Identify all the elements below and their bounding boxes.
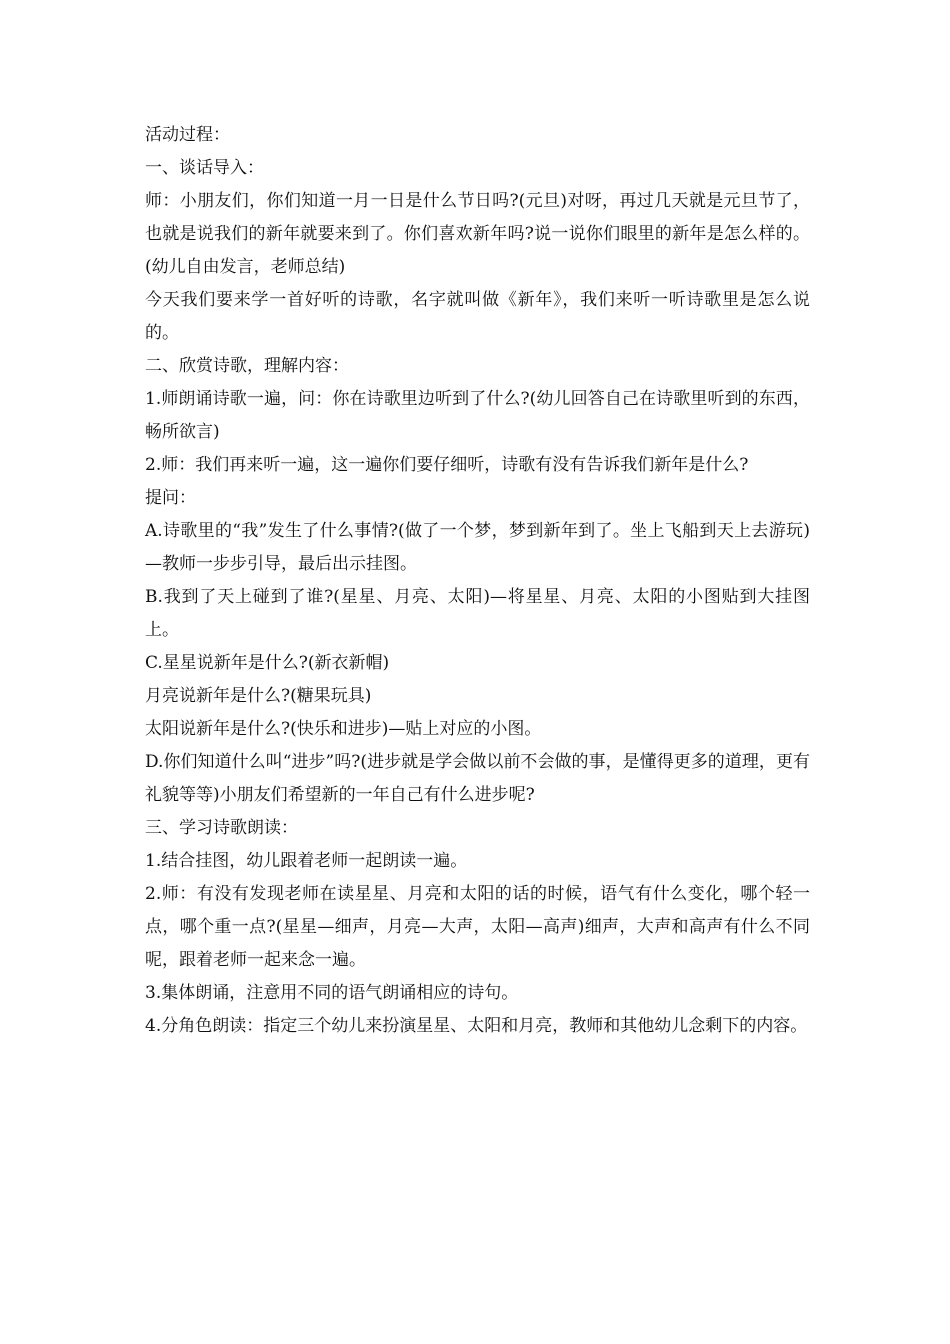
paragraph: A.诗歌里的“我”发生了什么事情?(做了一个梦，梦到新年到了。坐上飞船到天上去游玩)—教师一步步引导，最后出示挂图。 bbox=[145, 521, 810, 574]
paragraph: 3.集体朗诵，注意用不同的语气朗诵相应的诗句。 bbox=[145, 983, 519, 1003]
paragraph: 师：小朋友们，你们知道一月一日是什么节日吗?(元旦)对呀，再过几天就是元旦节了，也就是说我们的新年就要来到了。你们喜欢新年吗?说一说你们眼里的新年是怎么样的。(幼儿自由发言，老师总结) bbox=[145, 191, 810, 277]
paragraph: 提问： bbox=[145, 488, 196, 508]
section-heading-1: 一、谈话导入： bbox=[145, 158, 264, 178]
section-label-activity-process: 活动过程： bbox=[145, 125, 230, 145]
paragraph: 4.分角色朗读：指定三个幼儿来扮演星星、太阳和月亮，教师和其他幼儿念剩下的内容。 bbox=[145, 1016, 808, 1036]
paragraph: 今天我们要来学一首好听的诗歌，名字就叫做《新年》，我们来听一听诗歌里是怎么说的。 bbox=[145, 290, 810, 343]
paragraph: 1.师朗诵诗歌一遍，问：你在诗歌里边听到了什么?(幼儿回答自己在诗歌里听到的东西，畅所欲言) bbox=[145, 389, 810, 442]
paragraph: 2.师：我们再来听一遍，这一遍你们要仔细听，诗歌有没有告诉我们新年是什么? bbox=[145, 455, 749, 475]
paragraph: B.我到了天上碰到了谁?(星星、月亮、太阳)—将星星、月亮、太阳的小图贴到大挂图上。 bbox=[145, 587, 810, 640]
paragraph: 1.结合挂图，幼儿跟着老师一起朗读一遍。 bbox=[145, 851, 468, 871]
paragraph: D.你们知道什么叫“进步”吗?(进步就是学会做以前不会做的事，是懂得更多的道理，更有礼貌等等)小朋友们希望新的一年自己有什么进步呢? bbox=[145, 752, 810, 805]
section-heading-3: 三、学习诗歌朗读： bbox=[145, 818, 298, 838]
document-page bbox=[145, 119, 810, 1043]
paragraph: 2.师：有没有发现老师在读星星、月亮和太阳的话的时候，语气有什么变化，哪个轻一点，哪个重一点?(星星—细声，月亮—大声，太阳—高声)细声，大声和高声有什么不同呢，跟着老师一起来念一遍。 bbox=[145, 884, 810, 970]
paragraph: C.星星说新年是什么?(新衣新帽) bbox=[145, 653, 390, 673]
paragraph: 月亮说新年是什么?(糖果玩具) bbox=[145, 686, 372, 706]
section-heading-2: 二、欣赏诗歌，理解内容： bbox=[145, 356, 349, 376]
paragraph: 太阳说新年是什么?(快乐和进步)—贴上对应的小图。 bbox=[145, 719, 542, 739]
